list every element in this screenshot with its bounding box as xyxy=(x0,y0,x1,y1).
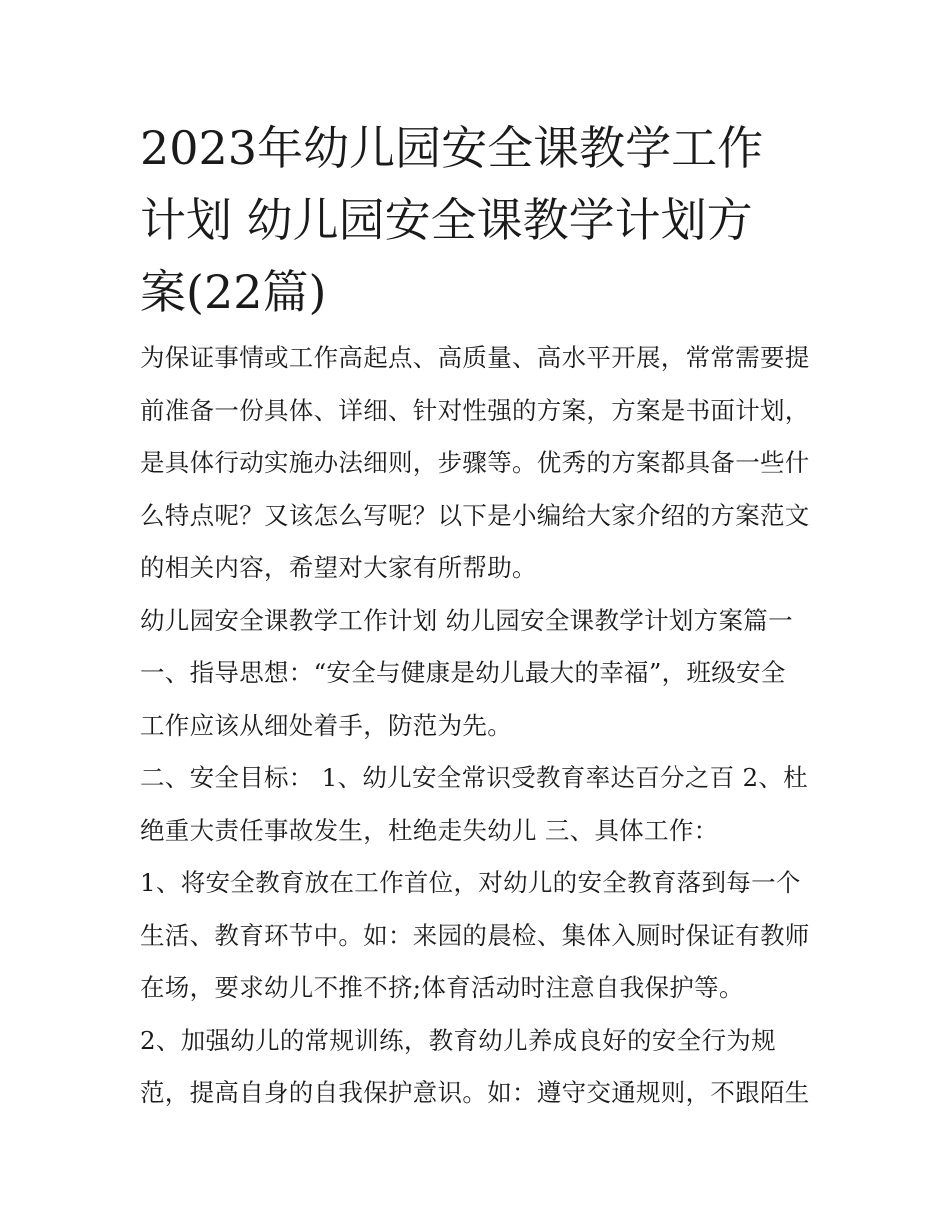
document-body xyxy=(140,332,815,1120)
document-title xyxy=(140,112,815,328)
body-line-3: 是具体行动实施办法细则，步骤等。优秀的方案都具备一些什 xyxy=(140,448,810,477)
body-line-15: 范，提高自身的自我保护意识。如：遵守交通规则，不跟陌生 xyxy=(140,1078,810,1107)
body-line-2: 前准备一份具体、详细、针对性强的方案，方案是书面计划， xyxy=(140,395,810,425)
body-line-4: 么特点呢？又该怎么写呢？以下是小编给大家介绍的方案范文 xyxy=(140,500,810,530)
title-line-1: 2023年幼儿园安全课教学工作 xyxy=(140,121,764,175)
body-line-11: 1、将安全教育放在工作首位，对幼儿的安全教育落到每一个 xyxy=(140,868,801,897)
body-line-14: 2、加强幼儿的常规训练，教育幼儿养成良好的安全行为规 xyxy=(140,1025,776,1055)
body-line-5: 的相关内容，希望对大家有所帮助。 xyxy=(140,553,537,582)
body-line-8: 工作应该从细处着手，防范为先。 xyxy=(140,710,512,740)
body-line-13: 在场，要求幼儿不推不挤;体育活动时注意自我保护等。 xyxy=(140,973,744,1002)
body-line-10: 绝重大责任事故发生，杜绝走失幼儿 三、具体工作： xyxy=(140,815,719,845)
section-heading-1: 幼儿园安全课教学工作计划 幼儿园安全课教学计划方案篇一 xyxy=(140,605,793,635)
title-line-2: 计划 幼儿园安全课教学计划方 xyxy=(140,193,753,247)
body-line-12: 生活、教育环节中。如：来园的晨检、集体入厕时保证有教师 xyxy=(140,920,810,950)
body-line-7: 一、指导思想：“安全与健康是幼儿最大的幸福”，班级安全 xyxy=(140,658,786,687)
title-line-3: 案(22篇) xyxy=(140,265,327,319)
body-line-9: 二、安全目标： 1、幼儿安全常识受教育率达百分之百 2、杜 xyxy=(140,763,808,792)
body-line-1: 为保证事情或工作高起点、高质量、高水平开展，常常需要提 xyxy=(140,343,810,372)
document-content xyxy=(140,112,815,1120)
